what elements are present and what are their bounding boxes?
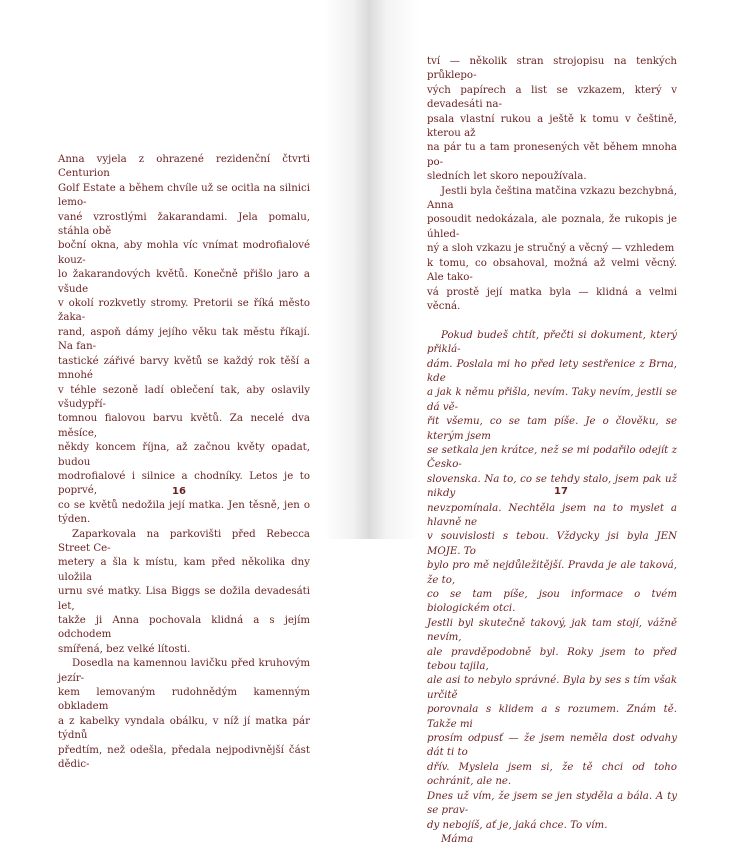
paragraph: tví — několik stran strojopisu na tenkých průklepo- vých papírech a list se vzkazem, který v devadesáti na- psala vlastní rukou a ještě k tomu v češtině, kterou až na pár tu a tam pronesených vět během mnoha po- sledních let skoro nepoužívala. [427, 56, 677, 183]
paragraph: Dosedla na kamennou lavičku před kruhovým jezír- kem lemovaným rudohnědým kamenným obkladem a z kabelky vyndala obálku, v níž jí matka pár týdnů předtím, než odešla, předala nejpodivnější část dědic- [58, 658, 310, 771]
right-page-text [427, 55, 677, 847]
letter-block [427, 329, 677, 847]
page-number: 16 [172, 486, 186, 497]
letter-text: Pokud budeš chtít, přečti si dokument, který přiklá- dám. Poslala mi ho před lety sestřenice z Brna, kde a jak k němu přišla, nevím. Taky nevím, jestli se dá vě- řit všemu, co se tam píše. Je o člověku, se kterým jsem se setkala jen krátce, než se mi podařilo odejít z Česko- slovenska. Na to, co se tehdy stalo, jsem pak už nikdy nevzpomínala. Nechtěla jsem na to myslet a hlavně ne v souvislosti s tebou. Vždycky jsi byla JEN MOJE. To bylo pro mě nejdůležitější. Pravda je ale taková, že to, co se tam píše, jsou informace o tvém biologickém otci. Jestli byl skutečně takový, jak tam stojí, vážně nevím, ale pravděpodobně byl. Roky jsem to před tebou tajila, ale asi to nebylo správné. Byla by ses s tím však určitě porovnala s klidem a s rozumem. Znám tě. Takže mi prosím odpusť — že jsem neměla dost odvahy dát ti to dřív. Myslela jsem si, že tě chci od toho ochránit, ale ne. Dnes už vím, že jsem se jen styděla a bála. A ty se prav- dy nebojíš, ať je, jaká chce. To vím. [427, 329, 677, 831]
paragraph: Anna vyjela z ohrazené rezidenční čtvrti Centurion Golf Estate a během chvíle už se ocitla na silnici lemo- vané vzrostlými žakarandami. Jela pomalu, stáhla obě boční okna, aby mohla víc vnímat modrofialové kouz- lo žakarandových květů. Konečně přišlo jaro a všude v okolí rozkvetly stromy. Pretorii se říká město žaka- rand, aspoň dámy jejího věku tak městu říkají. Na fan- tastické zářivé barvy květů se každý rok těší a mnohé v téhle sezoně ladí oblečení tak, aby oslavily všudypří- tomnou fialovou barvu květů. Za necelé dva měsíce, někdy koncem října, až začnou květy opadat, budou modrofialové i silnice a chodníky. Letos je to poprvé, co se květů nedožila její matka. Jen těsně, jen o týden. [58, 154, 310, 526]
left-page-text [58, 153, 310, 772]
paragraph: Zaparkovala na parkovišti před Rebecca Street Ce- metery a šla k místu, kam před několika dny uložila urnu své matky. Lisa Biggs se dožila devadesáti let, takže ji Anna pochovala klidná a s jejím odchodem smířená, bez velké lítosti. [58, 528, 310, 655]
page-number: 17 [554, 486, 568, 497]
right-page [368, 0, 737, 845]
left-page [0, 0, 368, 771]
letter-signature: Máma [441, 833, 474, 845]
paragraph: Jestli byla čeština matčina vzkazu bezchybná, Anna posoudit nedokázala, ale poznala, že rukopis je úhled- ný a sloh vzkazu je stručný a věcný — vzhledem k tomu, co obsahoval, možná až velmi věcný. Ale tako- vá prostě její matka byla — klidná a velmi věcná. [427, 185, 677, 312]
